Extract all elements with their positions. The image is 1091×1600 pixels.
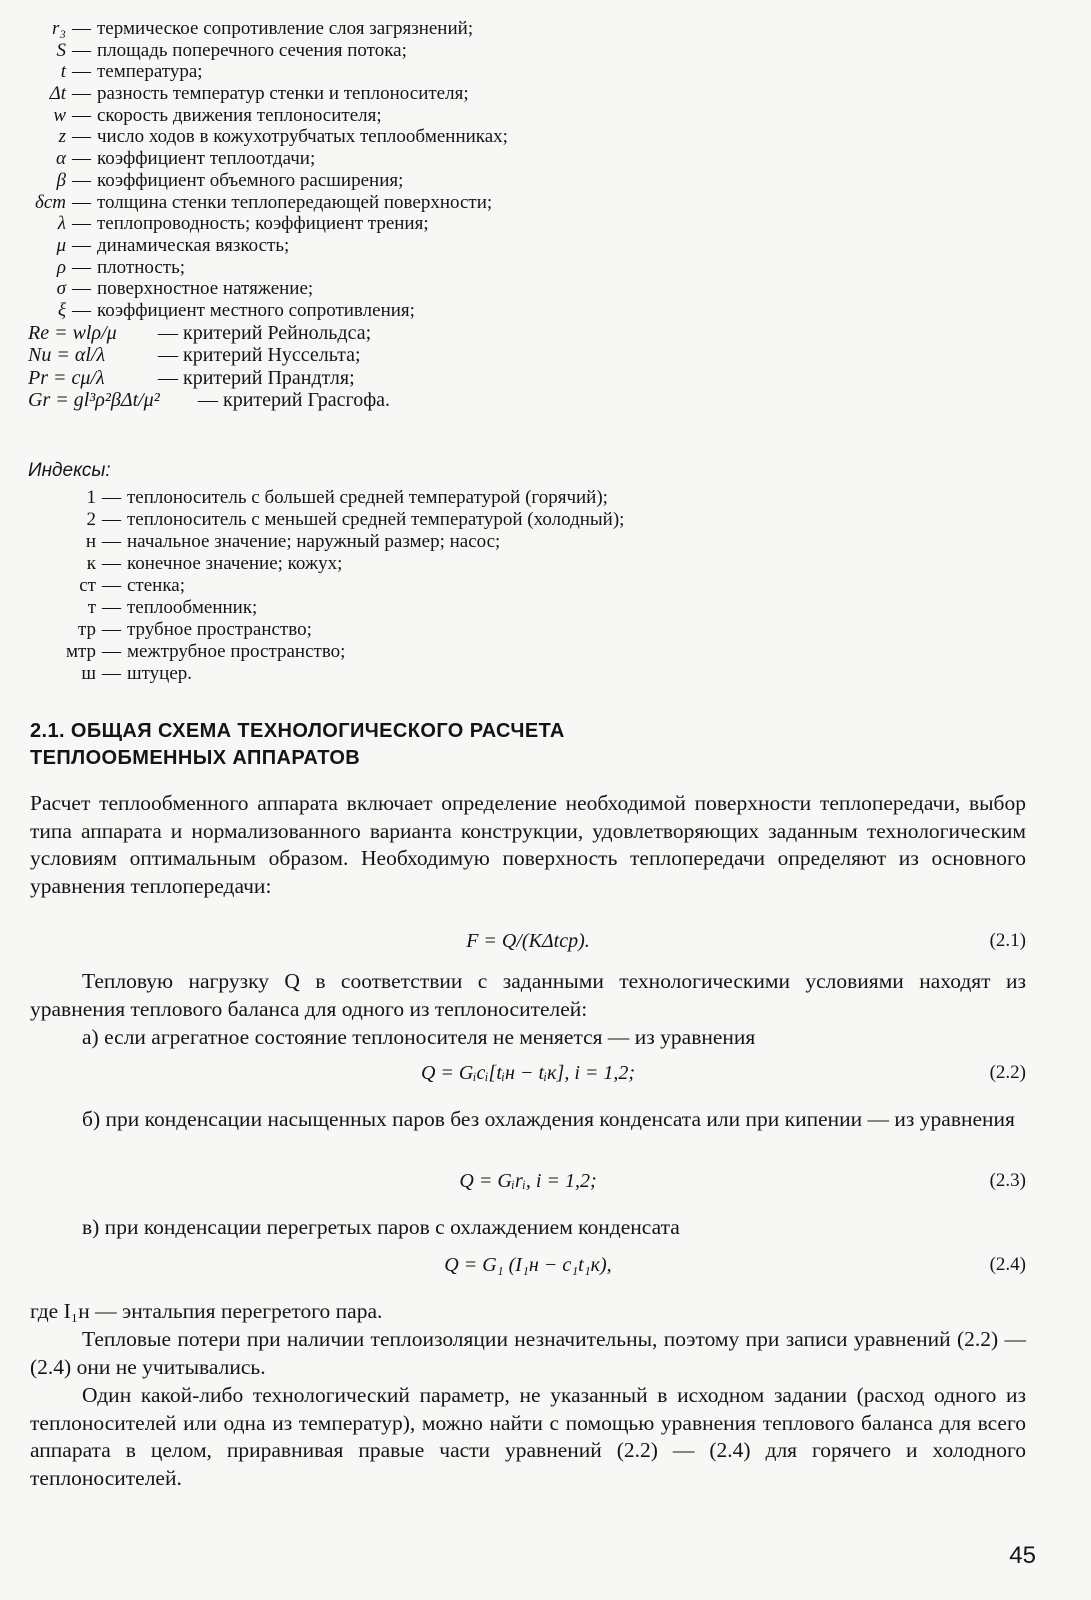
paragraph: Расчет теплообменного аппарата включает определение необходимой поверхности теплопередачи, выбор типа аппарата и нормализованного варианта конструкции, удовлетворяющих заданным технологическим условиям оптимальным образом. Необходимую поверхность теплопередачи определяют из основного уравнения теплопередачи: [30, 791, 1026, 898]
equation-2-3: Q = Gᵢrᵢ, i = 1,2; (2.3) [459, 1170, 1026, 1192]
criterion-item: Nu = αl/λ — критерий Нуссельта; [28, 344, 361, 367]
list-item-c: в) при конденсации перегретых паров с охлаждением конденсата [82, 1215, 680, 1239]
index-item: ш — штуцер. [81, 663, 193, 684]
index-item: т — теплообменник; [87, 597, 258, 618]
nomenclature-item: β — коэффициент объемного расширения; [56, 169, 404, 191]
criterion-item: Pr = cμ/λ — критерий Прандтля; [28, 366, 355, 389]
nomenclature-item: Δt — разность температур стенки и теплоносителя; [49, 83, 469, 105]
nomenclature-item: S — площадь поперечного сечения потока; [56, 39, 407, 61]
nomenclature-item: λ — теплопроводность; коэффициент трения; [57, 213, 429, 235]
equation-2-1: F = Q/(KΔtср). (2.1) [466, 930, 1026, 952]
nomenclature-item: w — скорость движения теплоносителя; [53, 104, 382, 126]
list-item-a: а) если агрегатное состояние теплоносителя не меняется — из уравнения [82, 1025, 756, 1049]
index-item: мтр — межтрубное пространство; [65, 641, 346, 662]
where-line: где I₁н — энтальпия перегретого пара. [30, 1299, 383, 1323]
list-item-b: б) при конденсации насыщенных паров без охлаждения конденсата или при кипении — из уравнения [82, 1107, 1015, 1131]
index-item: ст — стенка; [79, 575, 185, 596]
index-item: 2 — теплоноситель с меньшей средней температурой (холодный); [86, 509, 625, 530]
index-item: 1 — теплоноситель с большей средней температурой (горячий); [86, 487, 608, 508]
index-item: н — начальное значение; наружный размер; насос; [85, 531, 501, 552]
equation-2-2: Q = Gᵢcᵢ[tᵢн − tᵢк], i = 1,2; (2.2) [420, 1062, 1026, 1084]
indices-list [28, 487, 788, 685]
paragraph: Один какой-либо технологический параметр, не указанный в исходном задании (расход одного из теплоносителей или одна из температур), можно найти с помощью уравнения теплового баланса для всего аппарата в целом, приравнивая правые части уравнений (2.2) — (2.4) для горячего и холодного теплоносителей. [30, 1383, 1026, 1490]
index-item: тр — трубное пространство; [77, 619, 312, 640]
nomenclature-item: μ — динамическая вязкость; [56, 234, 290, 256]
paragraph: Тепловую нагрузку Q в соответствии с заданными технологическими условиями находят из уравнения теплового баланса для одного из теплоносителей: [30, 969, 1026, 1021]
nomenclature-item: t — температура; [60, 61, 203, 83]
nomenclature-item: δст — толщина стенки теплопередающей поверхности; [35, 191, 493, 213]
equation-2-4: Q = G₁ (I₁н − c₁t₁к), (2.4) [444, 1254, 1026, 1276]
section-heading: 2.1. ОБЩАЯ СХЕМА ТЕХНОЛОГИЧЕСКОГО РАСЧЕТА ТЕПЛООБМЕННЫХ АППАРАТОВ [30, 720, 565, 769]
criterion-item: Gr = gl³ρ²βΔt/μ² — критерий Грасгофа. [28, 389, 391, 412]
page-number: 45 [1009, 1542, 1036, 1569]
indices-title: Индексы: [28, 460, 111, 481]
nomenclature-item: α — коэффициент теплоотдачи; [56, 148, 316, 170]
nomenclature-item: ξ — коэффициент местного сопротивления; [57, 299, 415, 321]
criterion-item: Re = wlρ/μ — критерий Рейнольдса; [28, 321, 372, 344]
nomenclature-item: ρ — плотность; [56, 256, 186, 278]
nomenclature-list [28, 18, 788, 412]
nomenclature-item: r₃ — термическое сопротивление слоя загрязнений; [52, 18, 474, 39]
index-item: к — конечное значение; кожух; [86, 553, 343, 574]
nomenclature-item: σ — поверхностное натяжение; [56, 278, 314, 300]
nomenclature-item: z — число ходов в кожухотрубчатых теплообменниках; [58, 126, 508, 148]
paragraph: Тепловые потери при наличии теплоизоляции незначительны, поэтому при записи уравнений (2.2) — (2.4) они не учитывались. [30, 1327, 1026, 1379]
